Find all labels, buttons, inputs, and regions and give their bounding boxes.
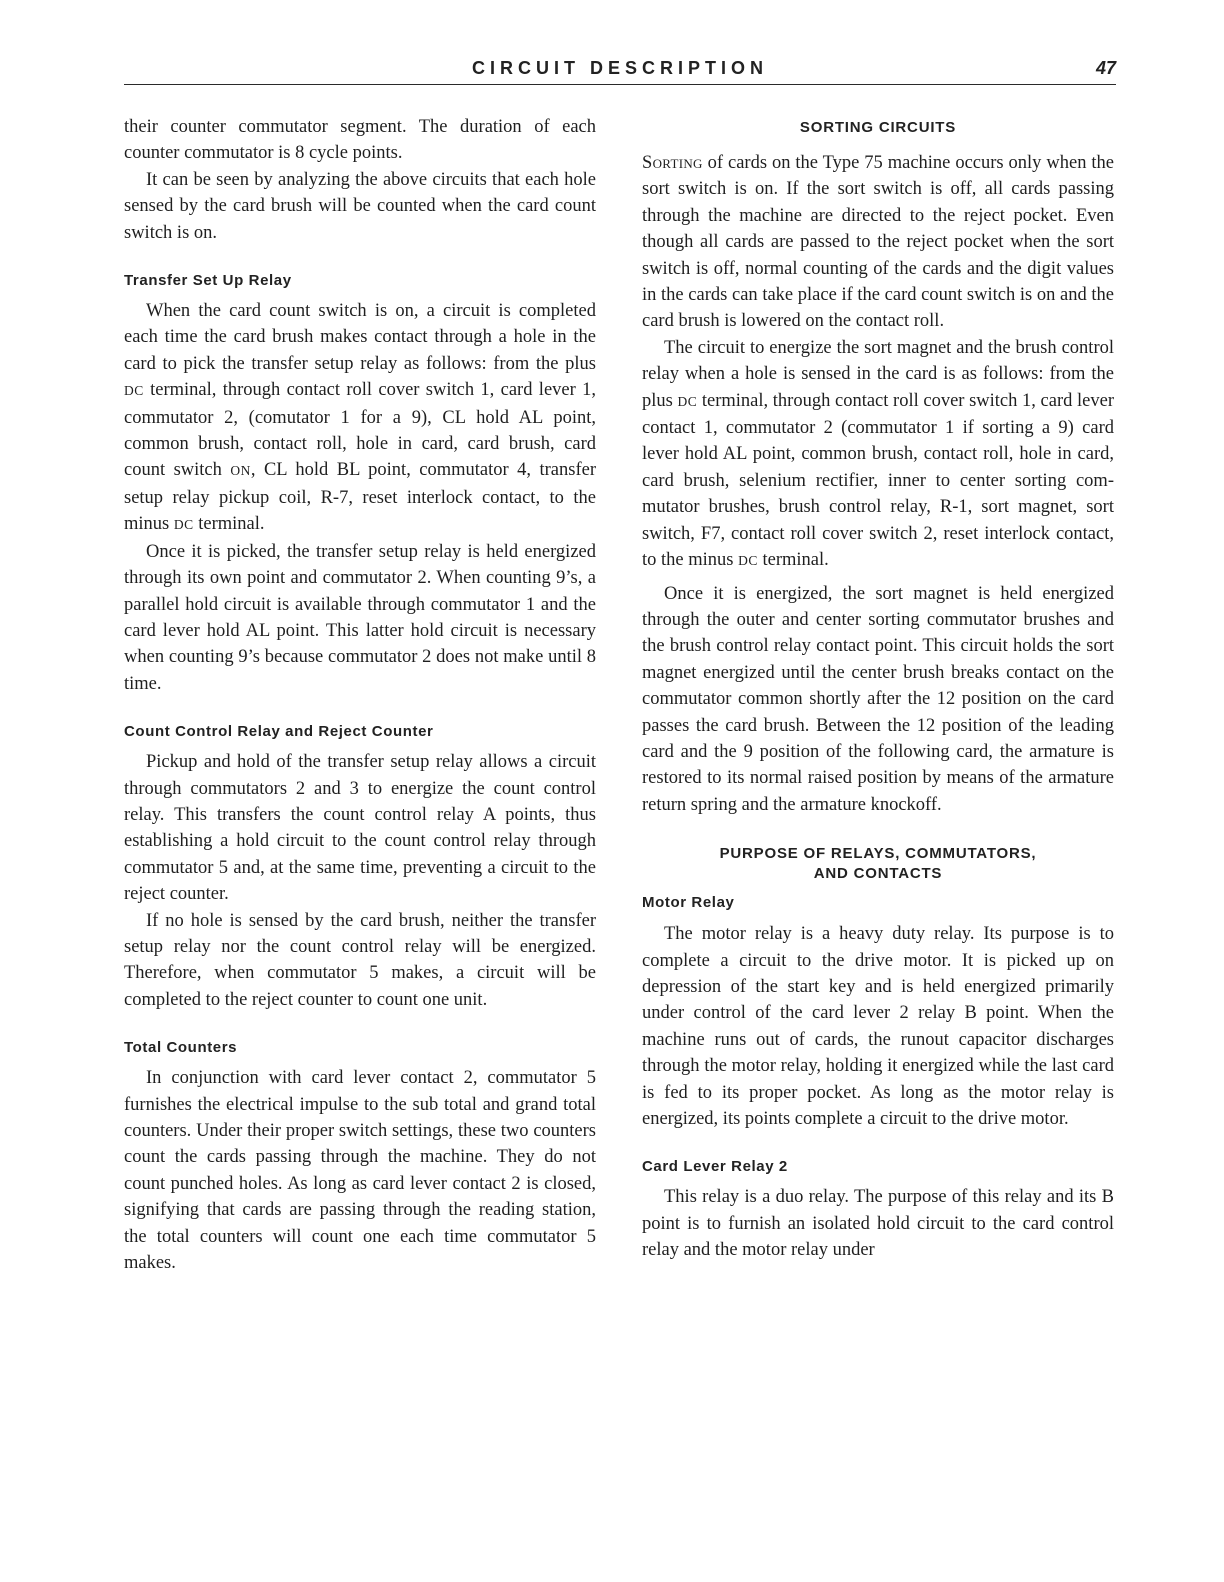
section-heading-purpose-line-1: PURPOSE OF RELAYS, COMMUTATORS, bbox=[719, 845, 1037, 863]
lead-word: Sorting bbox=[642, 153, 703, 173]
paragraph: When the card count switch is on, a circuit is completed each time the card brush makes contact through a hole in the card to pick the transfer setup relay as follows: from the plus DC terminal, through contact roll cover switch 1, card lever 1, commutator 2, (comutator 1 for a 9), CL hold AL point, common brush, contact roll, hole in card, card brush, card count switch ON, CL hold BL point, commutator 4, transfer setup relay pickup coil, R-7, reset interlock contact, to the minus DC terminal. bbox=[124, 301, 597, 535]
section-heading-card-lever-relay-2: Card Lever Relay 2 bbox=[642, 1158, 788, 1176]
paragraph: In conjunction with card lever contact 2, commutator 5 furnishes the electrical impulse to the sub total and grand total counters. Under their proper switch settings, these two counters count the cards passing through the machine. They do not count punched holes. As long as card lever contact 2 is closed, signifying that cards are passing through the reading station, the total counters will count one each time commutator 5 makes. bbox=[124, 1068, 596, 1274]
section-heading-count-control-relay: Count Control Relay and Reject Counter bbox=[124, 723, 434, 741]
section-heading-total-counters: Total Counters bbox=[124, 1039, 238, 1057]
section-heading-motor-relay: Motor Relay bbox=[642, 894, 735, 912]
paragraph: Pickup and hold of the transfer setup relay allows a circuit through commutators 2 and 3 to energize the count control relay. This transfers the count control relay A points, thus establishing a hold circuit to the count control relay through commutator 5 and, at the same time, preventing a circuit to the reject counter. bbox=[124, 752, 596, 905]
left-column bbox=[124, 114, 596, 1276]
on-abbrev: ON bbox=[230, 463, 251, 479]
dc-abbrev: DC bbox=[677, 393, 698, 409]
dc-abbrev: DC bbox=[173, 517, 194, 533]
paragraph: Once it is picked, the transfer setup relay is held energized through its own point and commutator 2. When counting 9’s, a parallel hold circuit is available through commutator 1 and the card lever hold AL point. This latter hold circuit is necessary when counting 9’s because commutator 2 does not make until 8 time. bbox=[124, 541, 596, 694]
paragraph: their counter commutator segment. The duration of each counter commutator is 8 cycle points. bbox=[124, 117, 596, 164]
paragraph: If no hole is sensed by the card brush, neither the transfer setup relay nor the count control relay will be energized. Therefore, when commutator 5 makes, a circuit will be completed to the reject counter to count one unit. bbox=[124, 910, 596, 1010]
section-heading-sorting-circuits: SORTING CIRCUITS bbox=[799, 119, 957, 136]
paragraph: This relay is a duo relay. The purpose of this relay and its B point is to furnish an isolated hold circuit to the card control relay and the motor relay under bbox=[642, 1187, 1114, 1261]
dc-abbrev: DC bbox=[738, 553, 758, 569]
paragraph: The circuit to energize the sort magnet and the brush control relay when a hole is sensed in the card is as follows: from the plus DC terminal, through contact roll cover switch 1, card lever contact 1, commutator 2 (commutator 1 if sorting a 9) card lever hold AL point, common brush, contact roll, hole in card, card brush, selenium rectifier, inner to center sorting commutator brushes, brush control relay, R-1, sort magnet, sort switch, F7, contact roll cover switch 2, reset interlock contact, to the minus DC terminal. bbox=[642, 337, 1114, 571]
paragraph: The motor relay is a heavy duty relay. Its purpose is to complete a circuit to the drive motor. It is picked up on depression of the start key and is held energized primarily under control of the card lever 2 relay B point. When the machine runs out of cards, the runout capacitor discharges through the motor relay, holding it energized while the last card is fed to its proper pocket. As long as the motor relay is energized, its points complete a circuit to the drive motor. bbox=[642, 924, 1114, 1129]
page-number: 47 bbox=[1095, 58, 1116, 78]
running-head bbox=[124, 56, 1116, 85]
paragraph: Sorting of cards on the Type 75 machine occurs only when the sort switch is on. If the sort switch is off, all cards passing through the machine are directed to the reject pocket. Even though all cards are passed to the reject pocket when the sort switch is off, normal counting of the cards and the digit values in the cards can take place if the card count switch is on and the card brush is lowered on the contact roll. bbox=[642, 153, 1114, 332]
page-header-title: CIRCUIT DESCRIPTION bbox=[471, 58, 768, 78]
section-heading-transfer-setup-relay: Transfer Set Up Relay bbox=[124, 272, 292, 290]
right-column bbox=[642, 114, 1114, 1264]
paragraph: Once it is energized, the sort magnet is held energized through the outer and center sorting commutator brushes and the brush control relay contact point. This circuit holds the sort magnet energized until the center brush breaks contact on the commutator common shortly after the 12 position on the card passes the card brush. Between the 12 position of the leading card and the 9 position of the following card, the armature is restored to its normal raised position by means of the armature return spring and the armature knockoff. bbox=[642, 583, 1114, 815]
section-heading-purpose-line-2: AND CONTACTS bbox=[813, 865, 943, 883]
dc-abbrev: DC bbox=[124, 383, 144, 399]
paragraph: It can be seen by analyzing the above circuits that each hole sensed by the card brush will be counted when the card count switch is on. bbox=[124, 169, 596, 243]
